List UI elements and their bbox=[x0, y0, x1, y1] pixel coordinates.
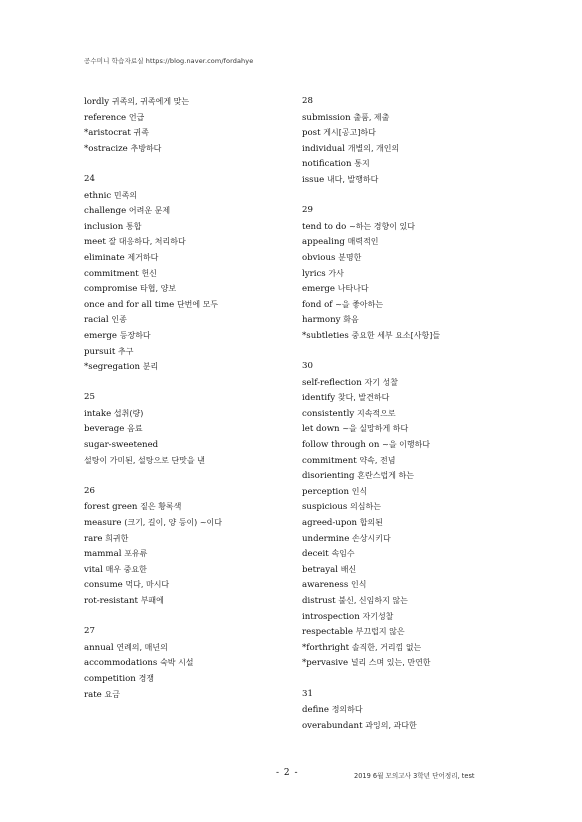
vocab-word: *forthright bbox=[302, 642, 350, 653]
vocab-entry bbox=[302, 624, 542, 640]
vocab-meaning: 속임수 bbox=[331, 549, 355, 559]
vocab-word: harmony bbox=[302, 315, 341, 326]
vocab-entry bbox=[302, 110, 542, 126]
vocab-meaning: 인종 bbox=[111, 315, 127, 325]
vocab-word: annual bbox=[84, 642, 114, 653]
section-number: 31 bbox=[302, 688, 313, 699]
vocab-entry bbox=[84, 110, 324, 126]
vocab-word: competition bbox=[84, 673, 136, 684]
vocab-meaning: 통지 bbox=[354, 159, 370, 169]
vocab-entry bbox=[84, 562, 324, 578]
vocab-word: rare bbox=[84, 533, 103, 544]
vocab-entry bbox=[84, 515, 324, 531]
vocab-word: consume bbox=[84, 580, 123, 591]
vocab-word: *pervasive bbox=[302, 658, 349, 669]
vocab-entry bbox=[302, 702, 542, 718]
vocab-entry bbox=[302, 484, 542, 500]
vocab-meaning: 배신 bbox=[340, 564, 357, 574]
vocab-meaning: 자기 성찰 bbox=[364, 377, 398, 387]
vocab-meaning: 과잉의, 과다한 bbox=[365, 720, 417, 730]
vocab-word: emerge bbox=[302, 284, 336, 295]
section-number: 25 bbox=[84, 392, 95, 403]
vocab-entry bbox=[302, 640, 542, 656]
vocab-entry bbox=[302, 562, 542, 578]
vocab-entry bbox=[84, 546, 324, 562]
vocab-meaning: 자기성찰 bbox=[362, 611, 394, 621]
vocab-entry bbox=[84, 234, 324, 250]
vocab-entry bbox=[302, 312, 542, 328]
vocab-word: introspection bbox=[302, 611, 360, 622]
page-header: 공수미니 학습자료실 https://blog.naver.com/fordahye bbox=[84, 57, 254, 65]
vocab-word: agreed-upon bbox=[302, 518, 358, 529]
vocab-entry bbox=[84, 250, 324, 266]
section-number: 26 bbox=[84, 485, 95, 496]
footer-note: 2019 6월 모의고사 3학년 단어정리, test bbox=[354, 772, 475, 780]
vocab-word: ethnic bbox=[84, 190, 112, 201]
vocab-word: mammal bbox=[84, 549, 122, 560]
vocab-entry bbox=[302, 718, 542, 734]
vocab-word: follow through on bbox=[302, 440, 380, 451]
vocab-entry bbox=[302, 546, 542, 562]
vocab-entry bbox=[84, 203, 324, 219]
vocab-entry bbox=[84, 655, 324, 671]
vocab-meaning: 민족의 bbox=[113, 190, 138, 200]
vocab-word: perception bbox=[302, 486, 350, 497]
vocab-meaning: 어려운 문제 bbox=[128, 206, 171, 216]
vocab-word: racial bbox=[84, 315, 109, 326]
vocab-meaning: 부끄럽지 않은 bbox=[355, 627, 405, 637]
vocab-meaning: 인식 bbox=[350, 580, 367, 590]
vocab-word: compromise bbox=[84, 284, 138, 295]
vocab-entry bbox=[84, 125, 324, 141]
vocab-entry bbox=[84, 531, 324, 547]
vocab-word: disorienting bbox=[302, 471, 355, 482]
vocab-meaning: 인식 bbox=[351, 486, 368, 496]
vocab-entry bbox=[84, 328, 324, 344]
vocab-entry bbox=[302, 281, 542, 297]
vocab-word: intake bbox=[84, 408, 112, 419]
vocab-entry bbox=[302, 515, 542, 531]
vocab-entry bbox=[84, 94, 324, 110]
vocab-word: respectable bbox=[302, 627, 353, 638]
vocab-entry bbox=[302, 141, 542, 157]
vocab-word: pursuit bbox=[84, 346, 116, 357]
vocab-word: overabundant bbox=[302, 720, 363, 731]
vocab-word: betrayal bbox=[302, 564, 338, 575]
vocab-entry bbox=[84, 640, 324, 656]
section-number: 29 bbox=[302, 205, 313, 216]
vocab-entry bbox=[302, 406, 542, 422]
vocab-entry bbox=[84, 188, 324, 204]
vocab-entry bbox=[302, 390, 542, 406]
vocab-word: meet bbox=[84, 237, 106, 248]
vocab-meaning: 찾다, 발견하다 bbox=[337, 393, 390, 403]
left-column bbox=[84, 94, 324, 702]
vocab-word: submission bbox=[302, 112, 351, 123]
vocab-entry bbox=[84, 266, 324, 282]
vocab-word: deceit bbox=[302, 549, 329, 560]
vocab-entry bbox=[84, 687, 324, 703]
vocab-meaning: 부패에 bbox=[140, 596, 164, 605]
vocab-entry bbox=[84, 421, 324, 437]
vocab-word: sugar-sweetened bbox=[84, 440, 159, 451]
vocab-meaning: 추방하다 bbox=[130, 143, 162, 153]
vocab-meaning: 연례의, 매년의 bbox=[116, 642, 168, 652]
vocab-meaning: 불신, 신임하지 않는 bbox=[338, 596, 408, 605]
vocab-meaning: 단번에 모두 bbox=[176, 299, 219, 309]
vocab-meaning: ~을 좋아하는 bbox=[335, 299, 384, 309]
vocab-word: reference bbox=[84, 112, 127, 123]
vocab-meaning: 개별의, 개인의 bbox=[347, 143, 400, 153]
vocab-word: accommodations bbox=[84, 658, 158, 669]
vocab-meaning: 설탕이 가미된, 설탕으로 단맛을 낸 bbox=[84, 455, 205, 465]
vocab-meaning: 귀족의, 귀족에게 맞는 bbox=[111, 97, 190, 106]
vocab-word: define bbox=[302, 705, 329, 716]
vocab-meaning: 음료 bbox=[127, 424, 143, 434]
vocab-meaning: 타협, 양보 bbox=[140, 284, 177, 294]
vocab-entry bbox=[302, 609, 542, 625]
vocab-entry bbox=[84, 281, 324, 297]
vocab-meaning: 분리 bbox=[142, 362, 159, 372]
vocab-meaning: ~을 이행하다 bbox=[382, 440, 431, 450]
vocab-meaning: 손상시키다 bbox=[352, 533, 391, 543]
vocab-meaning: 혼란스럽게 하는 bbox=[357, 471, 414, 481]
vocab-entry bbox=[84, 499, 324, 515]
vocab-entry bbox=[302, 437, 542, 453]
vocab-entry bbox=[302, 468, 542, 484]
vocab-word: fond of bbox=[302, 299, 333, 310]
vocab-word: individual bbox=[302, 143, 346, 154]
section-number: 24 bbox=[84, 173, 95, 184]
vocab-word: *segregation bbox=[84, 362, 141, 373]
vocab-entry bbox=[302, 125, 542, 141]
right-column bbox=[302, 94, 542, 733]
section-number: 30 bbox=[302, 361, 313, 372]
vocab-meaning: 지속적으로 bbox=[356, 408, 396, 418]
vocab-word: post bbox=[302, 128, 321, 139]
vocab-meaning: 매우 중요한 bbox=[105, 564, 147, 574]
vocab-word: once and for all time bbox=[84, 299, 175, 310]
vocab-word: issue bbox=[302, 174, 325, 185]
vocab-word: rate bbox=[84, 689, 102, 700]
vocab-meaning: 희귀한 bbox=[105, 533, 129, 543]
vocab-word: obvious bbox=[302, 252, 336, 263]
vocab-word: challenge bbox=[84, 206, 127, 217]
vocab-meaning: 나타나다 bbox=[337, 284, 369, 294]
vocab-word: commitment bbox=[84, 268, 139, 279]
vocab-meaning: 숙박 시설 bbox=[160, 658, 194, 668]
vocab-word: let down bbox=[302, 424, 340, 435]
vocab-entry bbox=[84, 453, 324, 469]
vocab-entry bbox=[302, 421, 542, 437]
vocab-entry bbox=[302, 266, 542, 282]
vocab-word: vital bbox=[84, 564, 103, 575]
vocab-meaning: 약속, 전념 bbox=[359, 455, 396, 465]
vocab-word: *ostracize bbox=[84, 143, 128, 154]
vocab-word: distrust bbox=[302, 596, 336, 606]
vocab-word: awareness bbox=[302, 580, 349, 591]
vocab-word: suspicious bbox=[302, 502, 348, 513]
vocab-meaning: 헌신 bbox=[141, 268, 157, 278]
vocab-meaning: 출품, 제출 bbox=[353, 112, 390, 122]
vocab-entry bbox=[302, 219, 542, 235]
vocab-entry bbox=[84, 359, 324, 375]
vocab-word: identify bbox=[302, 393, 336, 404]
vocab-meaning: 통합 bbox=[125, 221, 142, 231]
vocab-meaning: 경쟁 bbox=[138, 673, 155, 683]
vocab-word: measure bbox=[84, 518, 122, 529]
vocab-entry bbox=[302, 172, 542, 188]
vocab-entry bbox=[302, 577, 542, 593]
vocab-meaning: 널리 스며 있는, 만연한 bbox=[350, 658, 431, 668]
vocab-meaning: 추구 bbox=[118, 346, 134, 356]
vocab-meaning: 화음 bbox=[343, 315, 359, 325]
vocab-meaning: 합의된 bbox=[359, 518, 383, 528]
vocab-word: beverage bbox=[84, 424, 125, 435]
vocab-entry bbox=[84, 141, 324, 157]
vocab-meaning: 중요한 세부 요소[사항]들 bbox=[351, 330, 441, 340]
vocab-entry bbox=[84, 406, 324, 422]
vocab-entry bbox=[302, 375, 542, 391]
vocab-entry bbox=[302, 156, 542, 172]
vocab-word: consistently bbox=[302, 408, 355, 419]
vocab-word: undermine bbox=[302, 533, 350, 544]
vocab-word: self-reflection bbox=[302, 377, 362, 388]
vocab-entry bbox=[302, 234, 542, 250]
vocab-word: appealing bbox=[302, 237, 345, 248]
vocab-word: inclusion bbox=[84, 221, 124, 232]
vocab-meaning: 요금 bbox=[104, 689, 120, 699]
vocab-meaning: 잘 대응하다, 처리하다 bbox=[108, 237, 186, 247]
vocab-word: commitment bbox=[302, 455, 357, 466]
vocab-entry bbox=[84, 312, 324, 328]
vocab-meaning: 내다, 발행하다 bbox=[326, 174, 379, 184]
vocab-meaning: ~하는 경향이 있다 bbox=[349, 221, 415, 231]
vocab-meaning: 귀족 bbox=[133, 128, 150, 138]
vocab-entry bbox=[302, 655, 542, 671]
vocab-meaning: 솔직한, 거리낌 없는 bbox=[351, 642, 422, 652]
vocab-entry bbox=[84, 297, 324, 313]
vocab-meaning: 정의하다 bbox=[331, 705, 363, 715]
vocab-meaning: 제거하다 bbox=[127, 252, 159, 262]
vocab-word: forest green bbox=[84, 502, 138, 513]
vocab-word: tend to do bbox=[302, 221, 347, 232]
vocab-meaning: 게시[공고]하다 bbox=[323, 128, 376, 138]
vocab-entry bbox=[84, 437, 324, 453]
vocab-word: emerge bbox=[84, 330, 118, 341]
vocab-entry bbox=[302, 328, 542, 344]
vocab-entry bbox=[84, 671, 324, 687]
vocab-entry bbox=[302, 531, 542, 547]
vocab-entry bbox=[84, 593, 324, 609]
vocab-meaning: (크기, 길이, 양 등이) ~이다 bbox=[124, 518, 222, 528]
vocab-meaning: ~을 실망하게 하다 bbox=[342, 424, 409, 434]
vocab-entry bbox=[302, 297, 542, 313]
vocab-meaning: 포유류 bbox=[124, 549, 148, 559]
vocab-word: lordly bbox=[84, 97, 110, 107]
vocab-entry bbox=[302, 499, 542, 515]
vocab-entry bbox=[84, 219, 324, 235]
vocab-entry bbox=[84, 577, 324, 593]
vocab-meaning: 의심하는 bbox=[350, 502, 381, 512]
vocab-meaning: 짙은 황록색 bbox=[140, 502, 182, 512]
vocab-meaning: 섭취(량) bbox=[113, 408, 144, 418]
vocab-word: *aristocrat bbox=[84, 128, 131, 139]
vocab-entry bbox=[302, 593, 542, 609]
vocab-word: eliminate bbox=[84, 252, 125, 263]
vocab-meaning: 언급 bbox=[128, 112, 145, 122]
vocab-word: rot-resistant bbox=[84, 596, 138, 606]
page-number: - 2 - bbox=[276, 768, 299, 778]
vocab-meaning: 매력적인 bbox=[347, 237, 379, 247]
vocab-entry bbox=[302, 453, 542, 469]
vocab-word: lyrics bbox=[302, 268, 326, 279]
vocab-meaning: 먹다, 마시다 bbox=[125, 580, 170, 590]
section-number: 27 bbox=[84, 626, 95, 637]
vocab-entry bbox=[84, 344, 324, 360]
vocab-meaning: 등장하다 bbox=[119, 330, 151, 340]
vocab-word: *subtleties bbox=[302, 330, 349, 341]
vocab-word: notification bbox=[302, 159, 352, 170]
vocab-entry bbox=[302, 250, 542, 266]
vocab-meaning: 가사 bbox=[328, 268, 344, 278]
vocab-meaning: 분명한 bbox=[338, 252, 362, 262]
section-number: 28 bbox=[302, 96, 313, 106]
